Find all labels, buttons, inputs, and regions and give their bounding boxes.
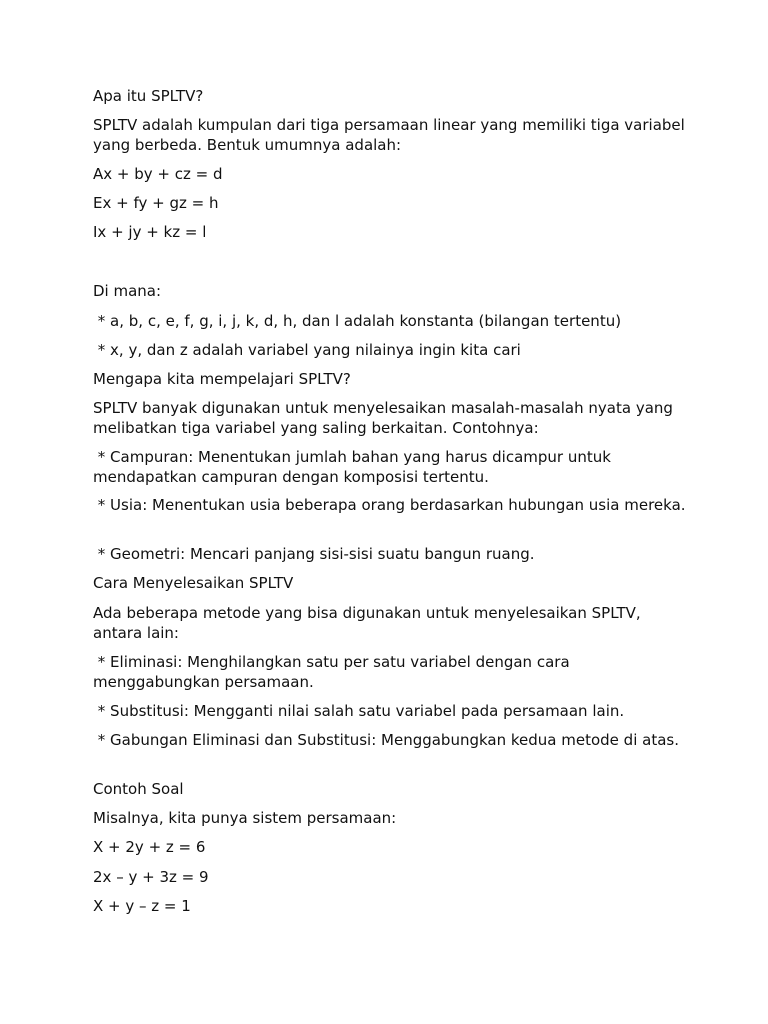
bullet-constants: * a, b, c, e, f, g, i, j, k, d, h, dan l adalah konstanta (bilangan tertentu) <box>93 312 622 330</box>
bullet-eliminasi: * Eliminasi: Menghilangkan satu per satu variabel dengan cara menggabungkan persamaan. <box>93 653 575 691</box>
usage-paragraph: SPLTV banyak digunakan untuk menyelesaikan masalah-masalah nyata yang melibatkan tiga variabel yang saling berkaitan. Contohnya: <box>93 399 678 437</box>
example-equation-3: X + y – z = 1 <box>93 897 191 915</box>
bullet-substitusi: * Substitusi: Mengganti nilai salah satu variabel pada persamaan lain. <box>93 702 625 720</box>
definition-paragraph: SPLTV adalah kumpulan dari tiga persamaan linear yang memiliki tiga variabel yang berbeda. Bentuk umumnya adalah: <box>93 116 690 154</box>
bullet-usia: * Usia: Menentukan usia beberapa orang berdasarkan hubungan usia mereka. <box>93 496 686 514</box>
heading-cara: Cara Menyelesaikan SPLTV <box>93 574 294 592</box>
heading-apa-itu: Apa itu SPLTV? <box>93 87 204 105</box>
example-equation-2: 2x – y + 3z = 9 <box>93 868 209 886</box>
di-mana-label: Di mana: <box>93 282 162 300</box>
bullet-gabungan: * Gabungan Eliminasi dan Substitusi: Menggabungkan kedua metode di atas. <box>93 731 679 749</box>
equation-general-1: Ax + by + cz = d <box>93 165 223 183</box>
bullet-campuran: * Campuran: Menentukan jumlah bahan yang harus dicampur untuk mendapatkan campuran dengan komposisi tertentu. <box>93 448 616 486</box>
heading-mengapa: Mengapa kita mempelajari SPLTV? <box>93 370 351 388</box>
example-intro: Misalnya, kita punya sistem persamaan: <box>93 809 397 827</box>
heading-contoh-soal: Contoh Soal <box>93 780 184 798</box>
equation-general-3: Ix + jy + kz = l <box>93 223 207 241</box>
bullet-geometri: * Geometri: Mencari panjang sisi-sisi suatu bangun ruang. <box>93 545 535 563</box>
bullet-variables: * x, y, dan z adalah variabel yang nilainya ingin kita cari <box>93 341 521 359</box>
methods-paragraph: Ada beberapa metode yang bisa digunakan untuk menyelesaikan SPLTV, antara lain: <box>93 604 646 642</box>
equation-general-2: Ex + fy + gz = h <box>93 194 219 212</box>
example-equation-1: X + 2y + z = 6 <box>93 838 206 856</box>
